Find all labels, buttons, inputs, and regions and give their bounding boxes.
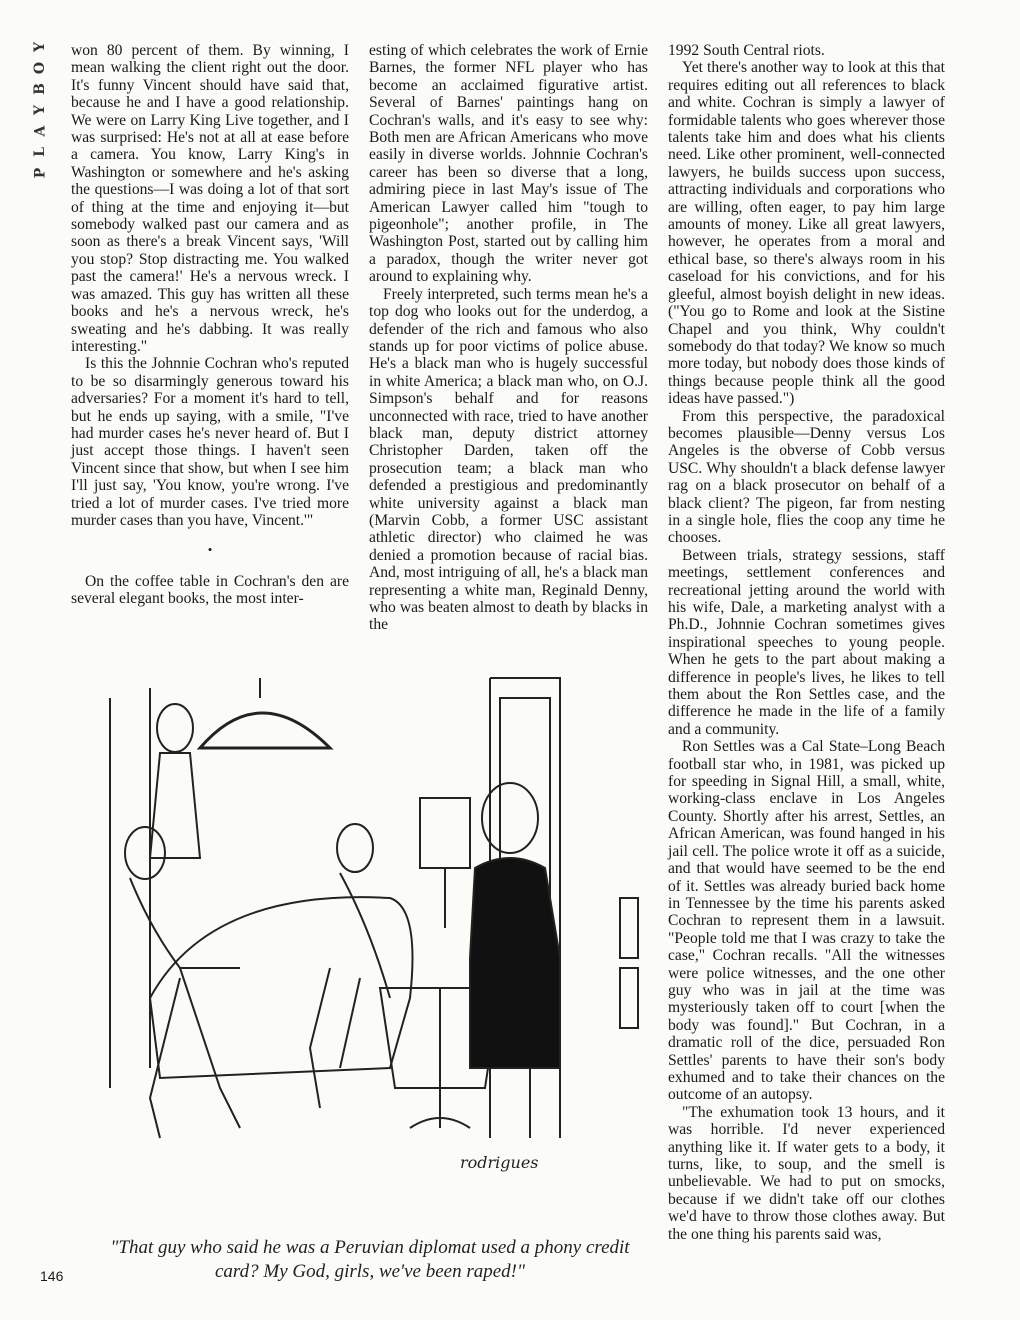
paragraph: "The exhumation took 13 hours, and it was horrible. I'd never experienced anything like it. If water gets to a body, it turns, like, to soup, and the smell is unbelievable. We had to put on smocks, because if we didn't take off our clothes we'd have to throw those clothes away. But the one thing his parents said was,	[668, 1103, 945, 1243]
article-column-2	[369, 42, 648, 634]
logo-letter: B	[32, 83, 48, 95]
article-column-1	[71, 42, 349, 608]
artist-signature: rodrigues	[460, 1153, 539, 1172]
logo-letter: Y	[32, 105, 48, 115]
paragraph: From this perspective, the paradoxical becomes plausible—Denny versus Los Angeles is the obverse of Cobb versus USC. Why shouldn't a black defense lawyer rag on a black prosecutor on behalf of a black client? The pigeon, far from nesting in a single hole, flies the coop any time he chooses.	[668, 407, 945, 547]
cartoon-drawing	[90, 668, 650, 1208]
paragraph: Yet there's another way to look at this that requires editing out all references to black and white. Cochran is simply a lawyer of formidable talents who goes wherever those talents take him and does what his clients need. Like other prominent, well-connected lawyers, he builds success upon success, attracting individuals and corporations who are willing, often eager, to pay him large amounts of money. Like all great lawyers, however, he operates from a moral and ethical base, so there's always room in his caseload for his convictions, and for his gleeful, almost boyish delight in new ideas. ("You go to Rome and look at the Sistine Chapel and you think, Why couldn't somebody do that today? We know so much more today, but nobody does those kinds of things because people think all the good ideas have passed.")	[668, 59, 945, 408]
magazine-logo-vertical	[30, 40, 50, 180]
paragraph: Freely interpreted, such terms mean he's a top dog who looks out for the underdog, a defender of the rich and famous who also stands up for poor victims of police abuse. He's a black man who is hugely successful in white America; a black man who, on O.J. Simpson's behalf and for reasons unconnected with race, tried to have another black man, deputy district attorney Christopher Darden, taken off the prosecution team; a black man who defended a prestigious and predominantly white university against a black man (Marvin Cobb, a former USC assistant athletic director) who claimed he was denied a promotion because of racial bias. And, most intriguing of all, he's a black man representing a white man, Reginald Denny, who was beaten almost to death by blacks in the	[369, 285, 648, 634]
logo-letter: L	[32, 147, 48, 157]
paragraph: Is this the Johnnie Cochran who's reputed to be so disarmingly generous toward his adversaries? For a moment it's hard to tell, but he ends up saying, with a smile, "I've had murder cases he's never heard of. But I just accept those things. I haven't seen Vincent since that show, but when I see him I'll just say, 'You know, you're wrong. I've tried a lot of murder cases. I've tried more murder cases than you have, Vincent.'"	[71, 355, 349, 529]
cartoon-illustration	[90, 668, 650, 1208]
logo-letter: A	[32, 125, 48, 137]
cartoon-caption: "That guy who said he was a Peruvian diplomat used a phony credit card? My God, girls, we've been raped!"	[110, 1237, 630, 1282]
article-column-3	[668, 42, 945, 1243]
logo-letter: O	[31, 61, 48, 75]
paragraph: Between trials, strategy sessions, staff meetings, settlement conferences and recreational jetting around the world with his wife, Dale, a marketing analyst with a Ph.D., Johnnie Cochran sometimes gives inspirational speeches to young people. When he gets to the part about making a difference in people's lives, he likes to tell them about the Ron Settles case, and the difference he made in the life of a family and a community.	[668, 546, 945, 738]
paragraph: won 80 percent of them. By winning, I mean walking the client right out the door. It's funny Vincent should have said that, because he and I have a good relationship. We were on Larry King Live together, and I was surprised: He's not at all at ease before a camera. You know, Larry King's in Washington or somewhere and he's asking the questions—I was doing a lot of that sort of thing at the time and enjoying it—but somebody walked past our camera and as soon as there's a break Vincent says, 'Will you stop? Stop distracting me. You walked past the camera!' He's a nervous wreck. I was amazed. This guy has written all these books and he's a nervous wreck, he's sweating and he's dabbing. It was really interesting."	[71, 42, 349, 355]
paragraph: esting of which celebrates the work of Ernie Barnes, the former NFL player who has become an acclaimed figurative artist. Several of Barnes' paintings hang on Cochran's walls, and it's easy to see why: Both men are African Americans who move easily in diverse worlds. Johnnie Cochran's career has been so diverse that a long, admiring piece in last May's issue of The American Lawyer called him "tough to pigeonhole"; another profile, in The Washington Post, started out by calling him a paradox, though the writer never got around to explaining why.	[369, 42, 648, 286]
paragraph: 1992 South Central riots.	[668, 42, 825, 59]
paragraph: On the coffee table in Cochran's den are several elegant books, the most inter-	[71, 572, 349, 608]
page-number: 146	[40, 1268, 64, 1284]
logo-letter: P	[32, 167, 48, 179]
section-break-bullet: •	[207, 542, 213, 558]
logo-letter: Y	[32, 42, 48, 52]
paragraph: Ron Settles was a Cal State–Long Beach football star who, in 1981, was picked up for speeding in Signal Hill, a small, white, working-class enclave in Los Angeles County. Shortly after his arrest, Settles, an African American, was found hanged in his jail cell. The police wrote it off as a suicide, and that would have seemed to be the end of it. Settles was already buried back home in Tennessee by the time his parents asked Cochran to represent them in a lawsuit. "People told me that I was crazy to take the case," Cochran recalls. "All the witnesses were police witnesses, and the one other guy who was in jail at the time was mysteriously taken off to court [when the body was found]." But Cochran, in a dramatic roll of the dice, persuaded Ron Settles' parents to have their son's body exhumed and to take their chances on the outcome of an autopsy.	[668, 738, 945, 1104]
